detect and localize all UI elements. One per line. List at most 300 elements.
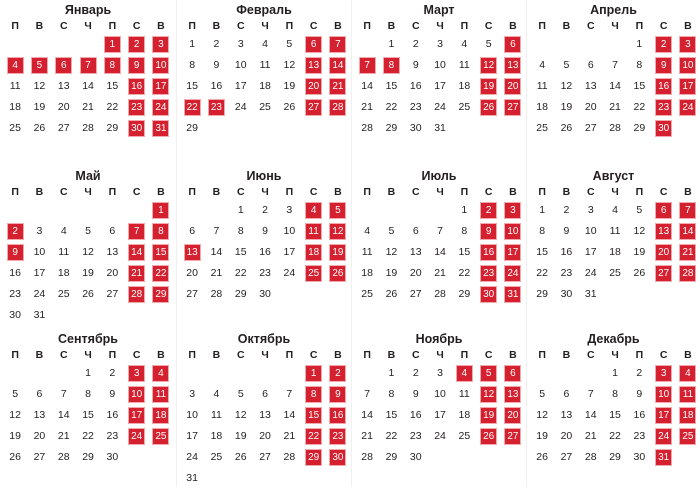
day-cell[interactable]	[530, 405, 554, 426]
day-cell-holiday[interactable]	[476, 55, 500, 76]
day-cell[interactable]	[52, 426, 76, 447]
day-cell[interactable]	[627, 405, 651, 426]
day-cell-holiday[interactable]	[301, 76, 325, 97]
day-cell[interactable]	[603, 447, 627, 468]
day-cell[interactable]	[277, 97, 301, 118]
day-cell[interactable]	[530, 118, 554, 139]
day-cell-holiday[interactable]	[124, 263, 148, 284]
day-cell[interactable]	[229, 405, 253, 426]
day-cell[interactable]	[452, 263, 476, 284]
day-cell[interactable]	[355, 284, 379, 305]
day-cell[interactable]	[530, 76, 554, 97]
day-cell[interactable]	[404, 242, 428, 263]
day-cell[interactable]	[76, 118, 100, 139]
day-cell[interactable]	[579, 55, 603, 76]
day-cell[interactable]	[52, 118, 76, 139]
day-cell-holiday[interactable]	[326, 221, 350, 242]
day-cell-holiday[interactable]	[326, 76, 350, 97]
day-cell-holiday[interactable]	[651, 263, 675, 284]
day-cell[interactable]	[3, 426, 27, 447]
day-cell[interactable]	[579, 242, 603, 263]
day-cell[interactable]	[27, 97, 51, 118]
day-cell-holiday[interactable]	[3, 242, 27, 263]
day-cell-holiday[interactable]	[501, 284, 525, 305]
day-cell[interactable]	[27, 76, 51, 97]
day-cell-holiday[interactable]	[379, 55, 403, 76]
day-cell[interactable]	[603, 118, 627, 139]
day-cell[interactable]	[27, 447, 51, 468]
day-cell-holiday[interactable]	[326, 363, 350, 384]
day-cell[interactable]	[355, 447, 379, 468]
day-cell-holiday[interactable]	[124, 118, 148, 139]
day-cell[interactable]	[554, 447, 578, 468]
day-cell-holiday[interactable]	[452, 363, 476, 384]
day-cell[interactable]	[627, 384, 651, 405]
day-cell[interactable]	[603, 97, 627, 118]
day-cell[interactable]	[229, 97, 253, 118]
day-cell[interactable]	[277, 242, 301, 263]
day-cell[interactable]	[76, 363, 100, 384]
day-cell-holiday[interactable]	[149, 363, 173, 384]
day-cell[interactable]	[452, 55, 476, 76]
day-cell[interactable]	[579, 97, 603, 118]
day-cell[interactable]	[428, 384, 452, 405]
day-cell-holiday[interactable]	[326, 200, 350, 221]
day-cell[interactable]	[277, 200, 301, 221]
day-cell[interactable]	[180, 426, 204, 447]
day-cell-holiday[interactable]	[149, 34, 173, 55]
day-cell[interactable]	[180, 55, 204, 76]
day-cell[interactable]	[404, 426, 428, 447]
day-cell[interactable]	[100, 118, 124, 139]
day-cell[interactable]	[379, 405, 403, 426]
day-cell[interactable]	[603, 200, 627, 221]
day-cell[interactable]	[253, 263, 277, 284]
day-cell[interactable]	[27, 242, 51, 263]
day-cell[interactable]	[76, 405, 100, 426]
day-cell[interactable]	[204, 426, 228, 447]
day-cell[interactable]	[277, 426, 301, 447]
day-cell[interactable]	[603, 405, 627, 426]
day-cell[interactable]	[27, 263, 51, 284]
day-cell[interactable]	[229, 447, 253, 468]
day-cell-holiday[interactable]	[124, 55, 148, 76]
day-cell-holiday[interactable]	[301, 363, 325, 384]
day-cell[interactable]	[253, 55, 277, 76]
day-cell[interactable]	[3, 97, 27, 118]
day-cell[interactable]	[428, 55, 452, 76]
day-cell-holiday[interactable]	[301, 200, 325, 221]
day-cell[interactable]	[530, 200, 554, 221]
day-cell[interactable]	[355, 97, 379, 118]
day-cell[interactable]	[627, 447, 651, 468]
day-cell[interactable]	[355, 405, 379, 426]
day-cell-holiday[interactable]	[301, 447, 325, 468]
day-cell[interactable]	[52, 447, 76, 468]
day-cell-holiday[interactable]	[676, 405, 700, 426]
day-cell[interactable]	[229, 263, 253, 284]
day-cell-holiday[interactable]	[501, 363, 525, 384]
day-cell[interactable]	[530, 426, 554, 447]
day-cell-holiday[interactable]	[76, 55, 100, 76]
day-cell[interactable]	[554, 405, 578, 426]
day-cell[interactable]	[100, 363, 124, 384]
day-cell-holiday[interactable]	[651, 97, 675, 118]
day-cell-holiday[interactable]	[301, 405, 325, 426]
day-cell[interactable]	[404, 384, 428, 405]
day-cell[interactable]	[204, 34, 228, 55]
day-cell[interactable]	[3, 263, 27, 284]
day-cell-holiday[interactable]	[301, 263, 325, 284]
day-cell[interactable]	[428, 405, 452, 426]
day-cell[interactable]	[277, 55, 301, 76]
day-cell[interactable]	[379, 34, 403, 55]
day-cell[interactable]	[76, 221, 100, 242]
day-cell-holiday[interactable]	[676, 34, 700, 55]
day-cell[interactable]	[229, 384, 253, 405]
day-cell[interactable]	[379, 118, 403, 139]
day-cell[interactable]	[355, 242, 379, 263]
day-cell[interactable]	[428, 263, 452, 284]
day-cell[interactable]	[76, 426, 100, 447]
day-cell-holiday[interactable]	[476, 426, 500, 447]
day-cell[interactable]	[355, 263, 379, 284]
day-cell[interactable]	[229, 242, 253, 263]
day-cell[interactable]	[52, 284, 76, 305]
day-cell[interactable]	[428, 34, 452, 55]
day-cell[interactable]	[452, 34, 476, 55]
day-cell[interactable]	[52, 263, 76, 284]
day-cell[interactable]	[3, 76, 27, 97]
day-cell-holiday[interactable]	[149, 405, 173, 426]
day-cell[interactable]	[579, 447, 603, 468]
day-cell-holiday[interactable]	[501, 384, 525, 405]
day-cell-holiday[interactable]	[124, 284, 148, 305]
day-cell-holiday[interactable]	[501, 34, 525, 55]
day-cell[interactable]	[204, 221, 228, 242]
day-cell[interactable]	[379, 384, 403, 405]
day-cell-holiday[interactable]	[476, 76, 500, 97]
day-cell[interactable]	[180, 447, 204, 468]
day-cell[interactable]	[253, 447, 277, 468]
day-cell-holiday[interactable]	[52, 55, 76, 76]
day-cell-holiday[interactable]	[676, 55, 700, 76]
day-cell-holiday[interactable]	[651, 55, 675, 76]
day-cell[interactable]	[603, 221, 627, 242]
day-cell-holiday[interactable]	[676, 426, 700, 447]
day-cell[interactable]	[253, 405, 277, 426]
day-cell[interactable]	[554, 97, 578, 118]
day-cell-holiday[interactable]	[476, 405, 500, 426]
day-cell[interactable]	[100, 97, 124, 118]
day-cell[interactable]	[204, 263, 228, 284]
day-cell[interactable]	[554, 284, 578, 305]
day-cell-holiday[interactable]	[676, 384, 700, 405]
day-cell[interactable]	[554, 55, 578, 76]
day-cell[interactable]	[428, 242, 452, 263]
day-cell-holiday[interactable]	[355, 55, 379, 76]
day-cell-holiday[interactable]	[326, 405, 350, 426]
day-cell[interactable]	[603, 76, 627, 97]
day-cell[interactable]	[428, 221, 452, 242]
day-cell-holiday[interactable]	[476, 242, 500, 263]
day-cell[interactable]	[204, 76, 228, 97]
day-cell[interactable]	[627, 263, 651, 284]
day-cell[interactable]	[554, 426, 578, 447]
day-cell[interactable]	[3, 284, 27, 305]
day-cell[interactable]	[229, 76, 253, 97]
day-cell-holiday[interactable]	[149, 263, 173, 284]
day-cell-holiday[interactable]	[651, 242, 675, 263]
day-cell-holiday[interactable]	[326, 447, 350, 468]
day-cell[interactable]	[404, 284, 428, 305]
day-cell-holiday[interactable]	[326, 97, 350, 118]
day-cell[interactable]	[27, 284, 51, 305]
day-cell[interactable]	[452, 426, 476, 447]
day-cell[interactable]	[100, 284, 124, 305]
day-cell[interactable]	[603, 242, 627, 263]
day-cell-holiday[interactable]	[651, 363, 675, 384]
day-cell-holiday[interactable]	[124, 426, 148, 447]
day-cell[interactable]	[76, 447, 100, 468]
day-cell-holiday[interactable]	[676, 221, 700, 242]
day-cell[interactable]	[229, 284, 253, 305]
day-cell-holiday[interactable]	[501, 263, 525, 284]
day-cell[interactable]	[379, 221, 403, 242]
day-cell[interactable]	[603, 363, 627, 384]
day-cell[interactable]	[76, 97, 100, 118]
day-cell[interactable]	[277, 263, 301, 284]
day-cell[interactable]	[277, 76, 301, 97]
day-cell-holiday[interactable]	[676, 200, 700, 221]
day-cell[interactable]	[76, 242, 100, 263]
day-cell[interactable]	[76, 263, 100, 284]
day-cell-holiday[interactable]	[149, 242, 173, 263]
day-cell-holiday[interactable]	[651, 221, 675, 242]
day-cell-holiday[interactable]	[651, 118, 675, 139]
day-cell[interactable]	[627, 426, 651, 447]
day-cell[interactable]	[3, 118, 27, 139]
day-cell-holiday[interactable]	[651, 384, 675, 405]
day-cell[interactable]	[27, 221, 51, 242]
day-cell-holiday[interactable]	[476, 221, 500, 242]
day-cell[interactable]	[404, 405, 428, 426]
day-cell[interactable]	[530, 447, 554, 468]
day-cell[interactable]	[355, 118, 379, 139]
day-cell[interactable]	[554, 221, 578, 242]
day-cell-holiday[interactable]	[501, 55, 525, 76]
day-cell[interactable]	[355, 76, 379, 97]
day-cell-holiday[interactable]	[204, 97, 228, 118]
day-cell-holiday[interactable]	[501, 426, 525, 447]
day-cell[interactable]	[379, 263, 403, 284]
day-cell[interactable]	[355, 384, 379, 405]
day-cell-holiday[interactable]	[651, 426, 675, 447]
day-cell[interactable]	[100, 405, 124, 426]
day-cell[interactable]	[204, 55, 228, 76]
day-cell[interactable]	[554, 263, 578, 284]
day-cell[interactable]	[204, 384, 228, 405]
day-cell-holiday[interactable]	[501, 200, 525, 221]
day-cell-holiday[interactable]	[301, 426, 325, 447]
day-cell[interactable]	[180, 263, 204, 284]
day-cell[interactable]	[204, 284, 228, 305]
day-cell-holiday[interactable]	[676, 76, 700, 97]
day-cell[interactable]	[603, 263, 627, 284]
day-cell[interactable]	[229, 55, 253, 76]
day-cell-holiday[interactable]	[501, 221, 525, 242]
day-cell[interactable]	[355, 426, 379, 447]
day-cell[interactable]	[452, 242, 476, 263]
day-cell[interactable]	[530, 55, 554, 76]
day-cell[interactable]	[100, 76, 124, 97]
day-cell[interactable]	[253, 76, 277, 97]
day-cell[interactable]	[180, 405, 204, 426]
day-cell[interactable]	[579, 263, 603, 284]
day-cell[interactable]	[52, 405, 76, 426]
day-cell[interactable]	[76, 76, 100, 97]
day-cell[interactable]	[27, 305, 51, 326]
day-cell[interactable]	[554, 384, 578, 405]
day-cell[interactable]	[428, 284, 452, 305]
day-cell-holiday[interactable]	[476, 263, 500, 284]
day-cell[interactable]	[100, 242, 124, 263]
day-cell[interactable]	[530, 263, 554, 284]
day-cell[interactable]	[404, 118, 428, 139]
day-cell-holiday[interactable]	[326, 263, 350, 284]
day-cell-holiday[interactable]	[651, 76, 675, 97]
day-cell[interactable]	[452, 200, 476, 221]
day-cell[interactable]	[379, 426, 403, 447]
day-cell-holiday[interactable]	[149, 97, 173, 118]
day-cell[interactable]	[204, 242, 228, 263]
day-cell[interactable]	[180, 76, 204, 97]
day-cell[interactable]	[27, 426, 51, 447]
day-cell[interactable]	[277, 221, 301, 242]
day-cell[interactable]	[100, 426, 124, 447]
day-cell-holiday[interactable]	[149, 200, 173, 221]
day-cell-holiday[interactable]	[651, 34, 675, 55]
day-cell[interactable]	[3, 405, 27, 426]
day-cell[interactable]	[76, 384, 100, 405]
day-cell-holiday[interactable]	[149, 55, 173, 76]
day-cell[interactable]	[452, 384, 476, 405]
day-cell[interactable]	[180, 384, 204, 405]
day-cell[interactable]	[76, 284, 100, 305]
day-cell[interactable]	[229, 426, 253, 447]
day-cell[interactable]	[603, 55, 627, 76]
day-cell[interactable]	[603, 384, 627, 405]
day-cell[interactable]	[554, 242, 578, 263]
day-cell[interactable]	[100, 221, 124, 242]
day-cell-holiday[interactable]	[149, 426, 173, 447]
day-cell[interactable]	[452, 284, 476, 305]
day-cell-holiday[interactable]	[476, 363, 500, 384]
day-cell[interactable]	[27, 405, 51, 426]
day-cell[interactable]	[404, 76, 428, 97]
day-cell[interactable]	[404, 447, 428, 468]
day-cell[interactable]	[627, 118, 651, 139]
day-cell[interactable]	[579, 76, 603, 97]
day-cell-holiday[interactable]	[326, 426, 350, 447]
day-cell[interactable]	[204, 447, 228, 468]
day-cell[interactable]	[379, 447, 403, 468]
day-cell[interactable]	[428, 118, 452, 139]
day-cell-holiday[interactable]	[676, 97, 700, 118]
day-cell-holiday[interactable]	[301, 242, 325, 263]
day-cell[interactable]	[452, 76, 476, 97]
day-cell-holiday[interactable]	[149, 384, 173, 405]
day-cell[interactable]	[627, 34, 651, 55]
day-cell-holiday[interactable]	[301, 34, 325, 55]
day-cell[interactable]	[100, 263, 124, 284]
day-cell-holiday[interactable]	[301, 97, 325, 118]
day-cell[interactable]	[253, 384, 277, 405]
day-cell[interactable]	[530, 242, 554, 263]
day-cell-holiday[interactable]	[476, 284, 500, 305]
day-cell[interactable]	[428, 363, 452, 384]
day-cell[interactable]	[180, 284, 204, 305]
day-cell[interactable]	[627, 55, 651, 76]
day-cell[interactable]	[180, 468, 204, 489]
day-cell-holiday[interactable]	[326, 242, 350, 263]
day-cell-holiday[interactable]	[124, 97, 148, 118]
day-cell[interactable]	[579, 221, 603, 242]
day-cell[interactable]	[554, 200, 578, 221]
day-cell[interactable]	[428, 76, 452, 97]
day-cell[interactable]	[100, 384, 124, 405]
day-cell[interactable]	[404, 363, 428, 384]
day-cell[interactable]	[554, 76, 578, 97]
day-cell[interactable]	[253, 242, 277, 263]
day-cell[interactable]	[579, 118, 603, 139]
day-cell-holiday[interactable]	[124, 242, 148, 263]
day-cell[interactable]	[530, 97, 554, 118]
day-cell[interactable]	[379, 284, 403, 305]
day-cell[interactable]	[530, 384, 554, 405]
day-cell-holiday[interactable]	[180, 242, 204, 263]
day-cell-holiday[interactable]	[676, 242, 700, 263]
day-cell[interactable]	[277, 447, 301, 468]
day-cell-holiday[interactable]	[651, 405, 675, 426]
day-cell[interactable]	[180, 221, 204, 242]
day-cell-holiday[interactable]	[124, 34, 148, 55]
day-cell[interactable]	[627, 76, 651, 97]
day-cell[interactable]	[627, 97, 651, 118]
day-cell[interactable]	[404, 34, 428, 55]
day-cell[interactable]	[554, 118, 578, 139]
day-cell-holiday[interactable]	[651, 200, 675, 221]
day-cell-holiday[interactable]	[651, 447, 675, 468]
day-cell[interactable]	[627, 221, 651, 242]
day-cell-holiday[interactable]	[476, 97, 500, 118]
day-cell-holiday[interactable]	[149, 221, 173, 242]
day-cell[interactable]	[253, 34, 277, 55]
day-cell-holiday[interactable]	[100, 34, 124, 55]
day-cell[interactable]	[3, 447, 27, 468]
day-cell[interactable]	[253, 221, 277, 242]
day-cell[interactable]	[277, 34, 301, 55]
day-cell[interactable]	[253, 426, 277, 447]
day-cell-holiday[interactable]	[124, 363, 148, 384]
day-cell-holiday[interactable]	[301, 55, 325, 76]
day-cell[interactable]	[476, 34, 500, 55]
day-cell[interactable]	[355, 221, 379, 242]
day-cell[interactable]	[3, 384, 27, 405]
day-cell[interactable]	[180, 34, 204, 55]
day-cell-holiday[interactable]	[501, 242, 525, 263]
day-cell-holiday[interactable]	[501, 76, 525, 97]
